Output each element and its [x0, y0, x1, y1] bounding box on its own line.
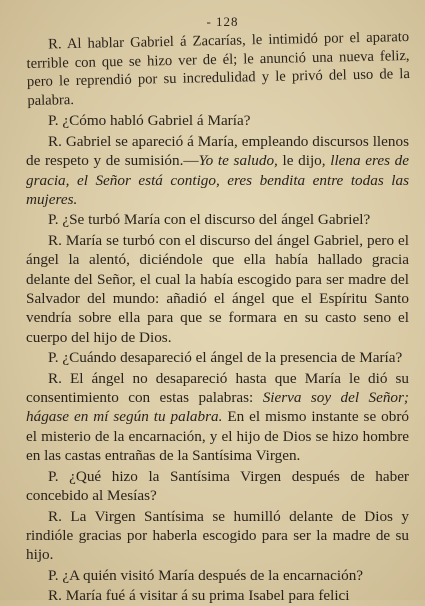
- text-segment: R. El ángel no desapareció hasta que María le dió su consentimiento con estas palabras:: [26, 369, 409, 407]
- paragraph-p4: [26, 210, 409, 229]
- text-segment: P. ¿Cuándo desapareció el ángel de la presencia de María?: [48, 349, 403, 367]
- text-segment: P. ¿A quién visitó María después de la encarnación?: [48, 566, 364, 584]
- paragraph-p3: [26, 132, 409, 210]
- text-segment: P. ¿Qué hizo la Santísima Virgen después de haber concebido al Mesías?: [26, 467, 409, 505]
- text-segment: llena eres de gracia, el Señor está contigo, eres bendita entre todas las mujeres.: [26, 152, 409, 208]
- page-text: [26, 28, 411, 606]
- text-segment: En el mismo instante se obró el misterio de la encarnación, y el hijo de Dios se hizo hombre en las castas entrañas de la Santísima Virgen.: [26, 408, 409, 465]
- text-segment: P. ¿Cómo habló Gabriel á María?: [48, 112, 251, 130]
- page-number: - 128: [206, 14, 239, 29]
- paragraph-p6: [26, 348, 409, 367]
- text-segment: le dijo,: [277, 152, 331, 170]
- text-segment: R. Gabriel se apareció á María, empleando discursos llenos de respeto y de sumisión.—: [26, 132, 409, 170]
- text-segment: R. María fué á visitar á su prima Isabel para felici: [48, 587, 350, 605]
- text-segment: R. María se turbó con el discurso del ángel Gabriel, pero el ángel la alentó, diciéndole que ella había hallado gracia delante del Señor, el cual la había escogido para ser madre del Salvador del mundo: añadió el ángel que el Espíritu Santo vendría sobre ella para que se formara en su casto seno el cuerpo del hijo de Dios.: [26, 231, 409, 346]
- paragraph-p10: [26, 566, 409, 585]
- paragraph-p5: [26, 231, 409, 347]
- text-segment: R. La Virgen Santísima se humilló delante de Dios y rindióle gracias por haberla escogido para ser la madre de su hijo.: [26, 507, 409, 564]
- paragraph-p11: [26, 586, 409, 605]
- text-segment: Yo te saludo,: [198, 152, 278, 170]
- paragraph-p2: [26, 111, 409, 130]
- paragraph-p8: [26, 467, 409, 506]
- text-segment: R. Al hablar Gabriel á Zacarías, le intimidó por el aparato terrible con que se hizo ver de él; le anunció una nueva feliz, pero le reprendió por su incredulidad y le privó del uso de la palabra.: [26, 28, 411, 109]
- paragraph-p1: [26, 28, 410, 110]
- text-segment: P. ¿Se turbó María con el discurso del ángel Gabriel?: [48, 211, 371, 229]
- paragraph-p7: [26, 369, 409, 466]
- paragraph-p9: [26, 507, 409, 565]
- text-segment: Sierva soy del Señor; hágase en mí según tu palabra.: [26, 389, 409, 426]
